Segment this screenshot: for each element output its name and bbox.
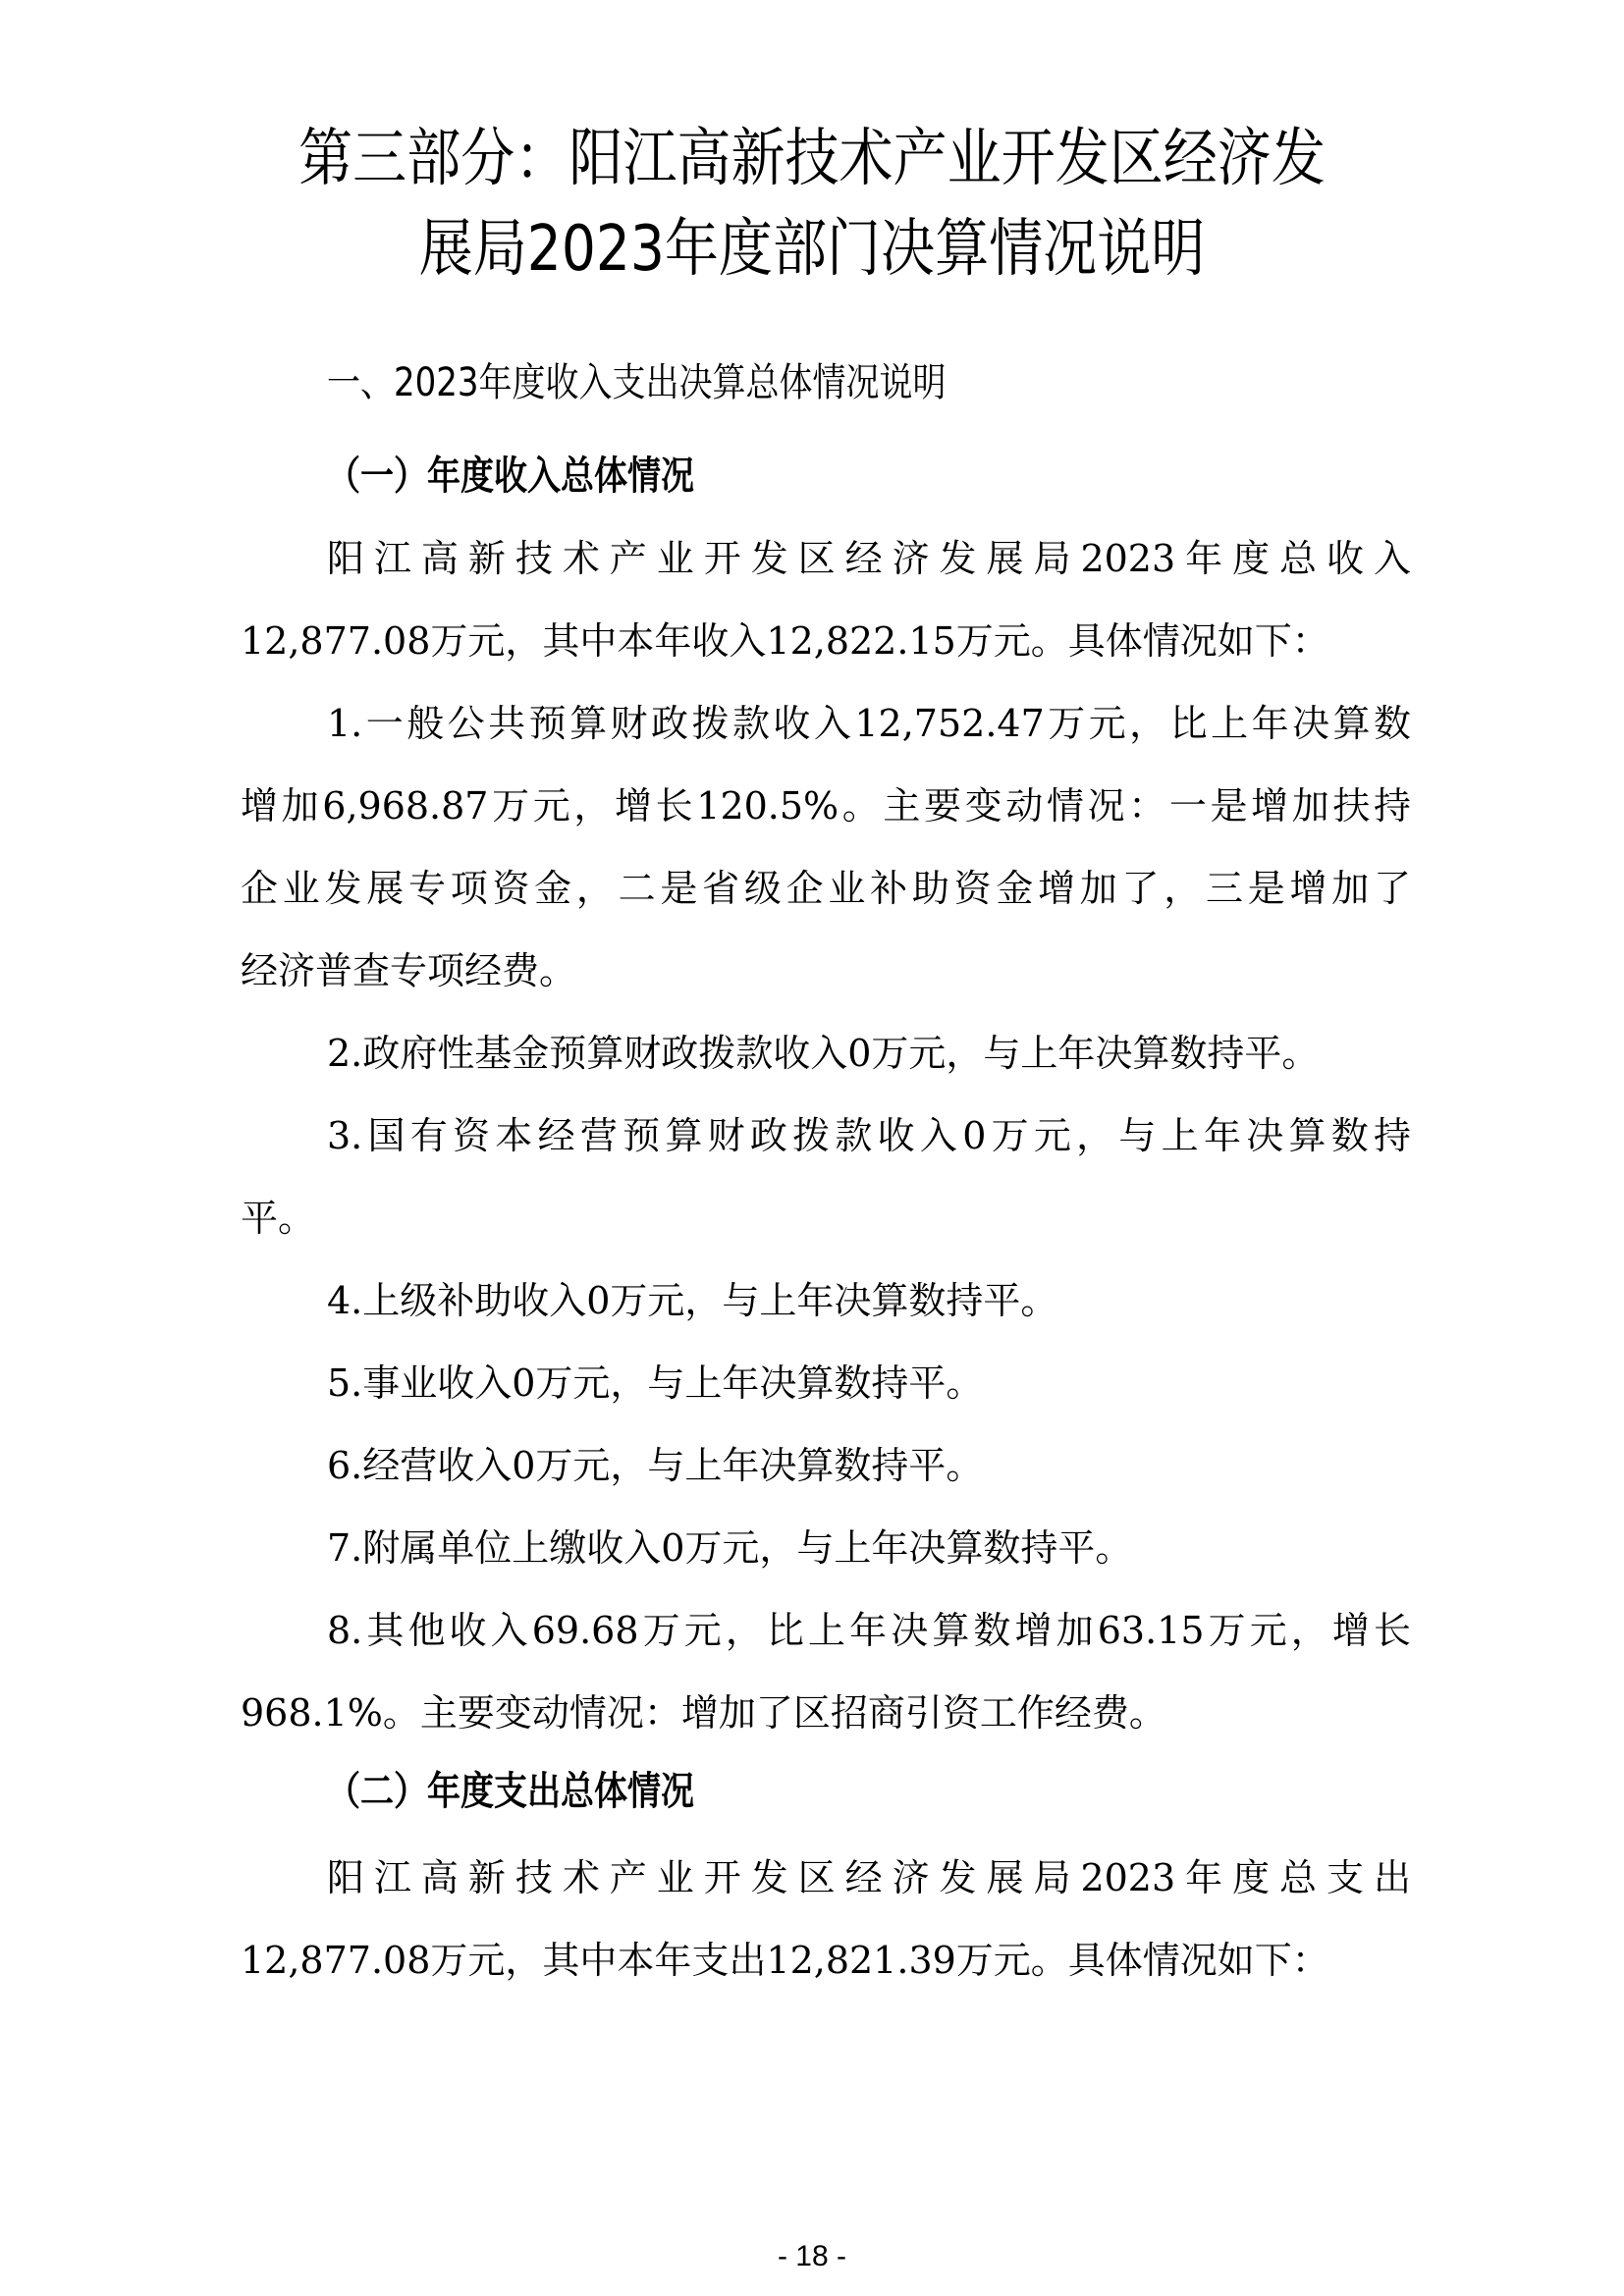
section-heading: 一、2023年度收入支出决算总体情况说明 xyxy=(327,360,947,405)
income-item-5: 5.事业收入0万元，与上年决算数持平。 xyxy=(327,1362,984,1405)
income-item-1-line-1: 1.一般公共预算财政拨款收入12,752.47万元，比上年决算数 xyxy=(327,702,1411,745)
expenditure-intro-line-1: 阳江高新技术产业开发区经济发展局2023年度总支出 xyxy=(327,1856,1411,1899)
income-item-8-line-1: 8.其他收入69.68万元，比上年决算数增加63.15万元，增长 xyxy=(327,1609,1411,1652)
expenditure-subheading: （二）年度支出总体情况 xyxy=(327,1769,694,1814)
income-item-3-line-2: 平。 xyxy=(241,1197,316,1240)
income-item-7: 7.附属单位上缴收入0万元，与上年决算数持平。 xyxy=(327,1526,1133,1570)
income-item-1-line-4: 经济普查专项经费。 xyxy=(241,949,577,992)
income-item-1-line-2: 增加6,968.87万元，增长120.5%。主要变动情况：一是增加扶持 xyxy=(241,784,1411,828)
income-intro-line-1: 阳江高新技术产业开发区经济发展局2023年度总收入 xyxy=(327,537,1411,580)
income-item-8-line-2: 968.1%。主要变动情况：增加了区招商引资工作经费。 xyxy=(241,1691,1166,1735)
income-subheading: （一）年度收入总体情况 xyxy=(327,454,694,499)
income-item-3-line-1: 3.国有资本经营预算财政拨款收入0万元，与上年决算数持 xyxy=(327,1114,1411,1157)
expenditure-intro-line-2: 12,877.08万元，其中本年支出12,821.39万元。具体情况如下： xyxy=(241,1939,1329,1982)
income-item-4: 4.上级补助收入0万元，与上年决算数持平。 xyxy=(327,1279,1058,1322)
document-title-line-1: 第三部分：阳江高新技术产业开发区经济发 xyxy=(298,123,1326,195)
income-intro-line-2: 12,877.08万元，其中本年收入12,822.15万元。具体情况如下： xyxy=(241,619,1329,663)
income-item-2: 2.政府性基金预算财政拨款收入0万元，与上年决算数持平。 xyxy=(327,1032,1320,1075)
document-title-line-2: 展局2023年度部门决算情况说明 xyxy=(418,213,1206,286)
income-item-1-line-3: 企业发展专项资金，二是省级企业补助资金增加了，三是增加了 xyxy=(241,867,1411,910)
income-item-6: 6.经营收入0万元，与上年决算数持平。 xyxy=(327,1444,984,1487)
page-number: - 18 - xyxy=(777,2240,847,2272)
